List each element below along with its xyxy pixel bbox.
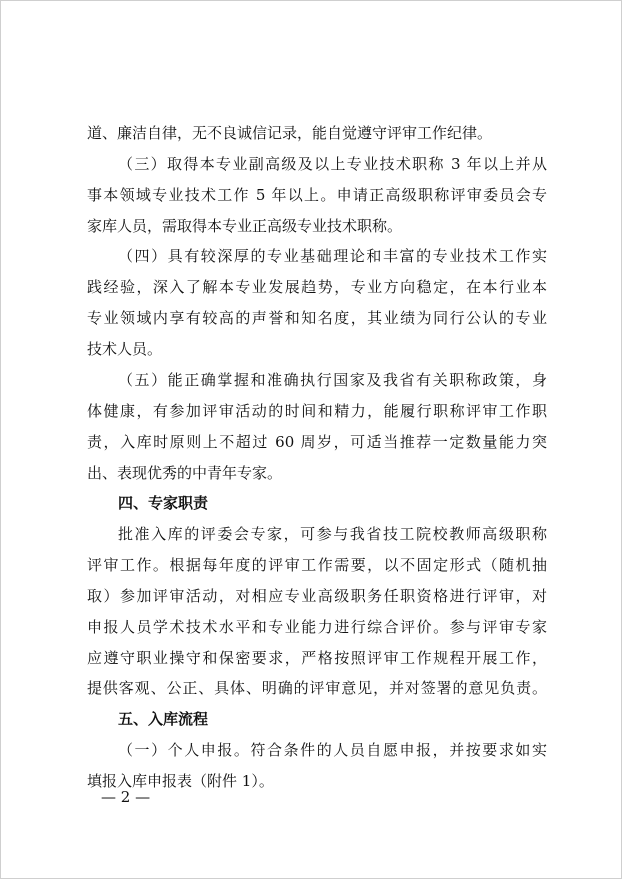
text-line: 出、表现优秀的中青年专家。 (87, 464, 283, 482)
text-line: 批准入库的评委会专家，可参与我省技工院校教师高级职称 (118, 525, 547, 543)
text-line: 填报入库申报表（附件 1）。 (87, 772, 274, 790)
text-line: 道、廉洁自律，无不良诚信记录，能自觉遵守评审工作纪律。 (87, 124, 493, 142)
text-line: （三）取得本专业副高级及以上专业技术职称 3 年以上并从 (118, 155, 547, 173)
text-line: 体健康，有参加评审活动的时间和精力，能履行职称评审工作职 (87, 402, 547, 420)
text-line: 取）参加评审活动，对相应专业高级职务任职资格进行评审，对 (87, 587, 547, 605)
text-line: 家库人员，需取得本专业正高级专业技术职称。 (87, 217, 403, 235)
text-line: 专业领域内享有较高的声誉和知名度，其业绩为同行公认的专业 (87, 309, 547, 327)
text-line: 评审工作。根据每年度的评审工作需要，以不固定形式（随机抽 (87, 556, 547, 574)
text-line: 责，入库时原则上不超过 60 周岁，可适当推荐一定数量能力突 (87, 433, 547, 451)
text-line: 应遵守职业操守和保密要求，严格按照评审工作规程开展工作， (87, 649, 547, 667)
text-line: 技术人员。 (87, 340, 163, 358)
text-line: 事本领域专业技术工作 5 年以上。申请正高级职称评审委员会专 (87, 186, 547, 204)
section-heading: 五、入库流程 (118, 710, 209, 728)
text-line: （五）能正确掌握和准确执行国家及我省有关职称政策，身 (118, 371, 547, 389)
text-line: 申报人员学术技术水平和专业能力进行综合评价。参与评审专家 (87, 618, 547, 636)
page-number: — 2 — (101, 788, 151, 806)
text-line: 践经验，深入了解本专业发展趋势，专业方向稳定，在本行业本 (87, 278, 547, 296)
section-heading: 四、专家职责 (118, 494, 209, 512)
text-line: （一）个人申报。符合条件的人员自愿申报，并按要求如实 (118, 741, 547, 759)
text-line: （四）具有较深厚的专业基础理论和丰富的专业技术工作实 (118, 247, 547, 265)
text-line: 提供客观、公正、具体、明确的评审意见，并对签署的意见负责。 (87, 679, 547, 697)
